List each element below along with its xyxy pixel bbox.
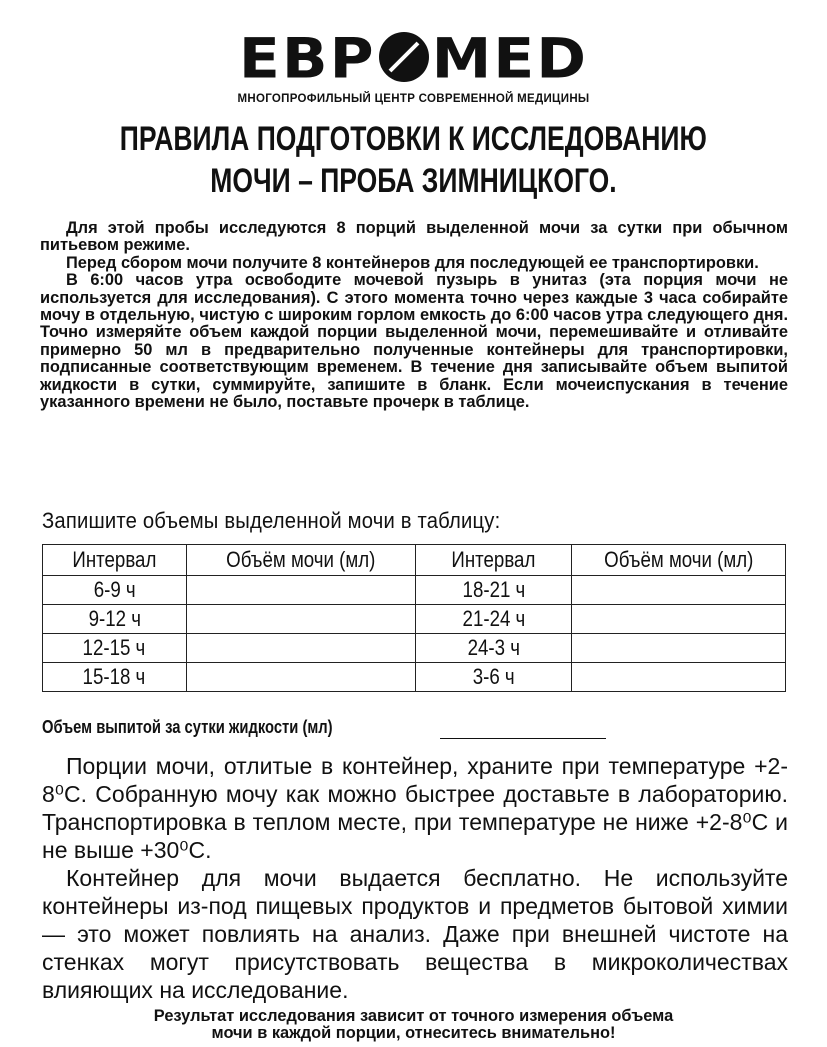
interval-cell: 3-6 ч — [416, 663, 572, 692]
header-interval: Интервал — [43, 545, 187, 576]
title-line-2: МОЧИ – ПРОБА ЗИМНИЦКОГО. — [210, 162, 617, 200]
storage-instructions — [42, 752, 788, 1004]
interval-cell: 21-24 ч — [416, 605, 572, 634]
header-volume: Объём мочи (мл) — [186, 545, 416, 576]
page-title — [0, 118, 827, 202]
interval-cell: 24-3 ч — [416, 634, 572, 663]
storage-paragraph: Порции мочи, отлитые в контейнер, храните при температуре +2-8⁰С. Собранную мочу как можно быстрее доставьте в лабораторию. Транспортировка в теплом месте, при температуре не ниже +2-8⁰С и не выше +30⁰С. — [42, 753, 788, 863]
volume-cell[interactable] — [186, 663, 416, 692]
table-row — [43, 576, 786, 605]
table-row — [43, 634, 786, 663]
pill-logo-icon — [378, 31, 430, 83]
volume-cell[interactable] — [572, 663, 786, 692]
footer-note — [0, 1008, 827, 1042]
title-line-1: ПРАВИЛА ПОДГОТОВКИ К ИССЛЕДОВАНИЮ — [119, 120, 708, 158]
intro-paragraph: Для этой пробы исследуются 8 порций выделенной мочи за сутки при обычном питьевом режиме. — [40, 219, 788, 255]
fluid-intake-blank-line[interactable] — [440, 738, 606, 739]
volume-cell[interactable] — [186, 634, 416, 663]
volume-cell[interactable] — [186, 576, 416, 605]
header-volume: Объём мочи (мл) — [572, 545, 786, 576]
table-header-row — [43, 545, 786, 576]
logo — [0, 26, 827, 92]
footer-line-2: мочи в каждой порции, отнеситесь внимательно! — [211, 1024, 616, 1042]
volume-cell[interactable] — [572, 605, 786, 634]
volume-cell[interactable] — [572, 634, 786, 663]
interval-cell: 18-21 ч — [416, 576, 572, 605]
footer-line-1: Результат исследования зависит от точного измерения объема — [153, 1007, 674, 1025]
fluid-intake-label: Объем выпитой за сутки жидкости (мл) — [42, 717, 333, 737]
interval-cell: 12-15 ч — [43, 634, 187, 663]
volume-cell[interactable] — [186, 605, 416, 634]
table-row — [43, 663, 786, 692]
urine-volume-table — [42, 544, 786, 692]
table-caption: Запишите объемы выделенной мочи в таблицу: — [42, 508, 501, 533]
interval-cell: 9-12 ч — [43, 605, 187, 634]
logo-text-left: ЕВР — [238, 26, 376, 92]
intro-paragraph: Перед сбором мочи получите 8 контейнеров для последующей ее транспортировки. — [66, 253, 759, 272]
storage-paragraph: Контейнер для мочи выдается бесплатно. Не используйте контейнеры из-под пищевых продуктов и предметов бытовой химии — это может повлиять на анализ. Даже при внешней чистоте на стенках могут присутствовать вещества в микроколичествах влияющих на исследование. — [42, 865, 788, 1003]
intro-instructions — [40, 220, 788, 411]
header-interval: Интервал — [416, 545, 572, 576]
intro-paragraph: В 6:00 часов утра освободите мочевой пузырь в унитаз (эта порция мочи не используется для исследования). С этого момента точно через каждые 3 часа собирайте мочу в отдельную, чистую с широким горлом емкость до 6:00 часов утра следующего дня. Точно измеряйте объем каждой порции выделенной мочи, перемешивайте и отливайте примерно 50 мл в предварительно полученные контейнеры для транспортировки, подписанные соответствующим временем. В течение дня записывайте объем выпитой жидкости в сутки, суммируйте, запишите в бланк. Если мочеиспускания в течение указанного времени не было, поставьте прочерк в таблице. — [40, 271, 788, 412]
volume-cell[interactable] — [572, 576, 786, 605]
interval-cell: 6-9 ч — [43, 576, 187, 605]
logo-text-right: MED — [431, 26, 589, 92]
interval-cell: 15-18 ч — [43, 663, 187, 692]
table-row — [43, 605, 786, 634]
logo-subtitle: МНОГОПРОФИЛЬНЫЙ ЦЕНТР СОВРЕМЕННОЙ МЕДИЦИНЫ — [237, 93, 590, 105]
